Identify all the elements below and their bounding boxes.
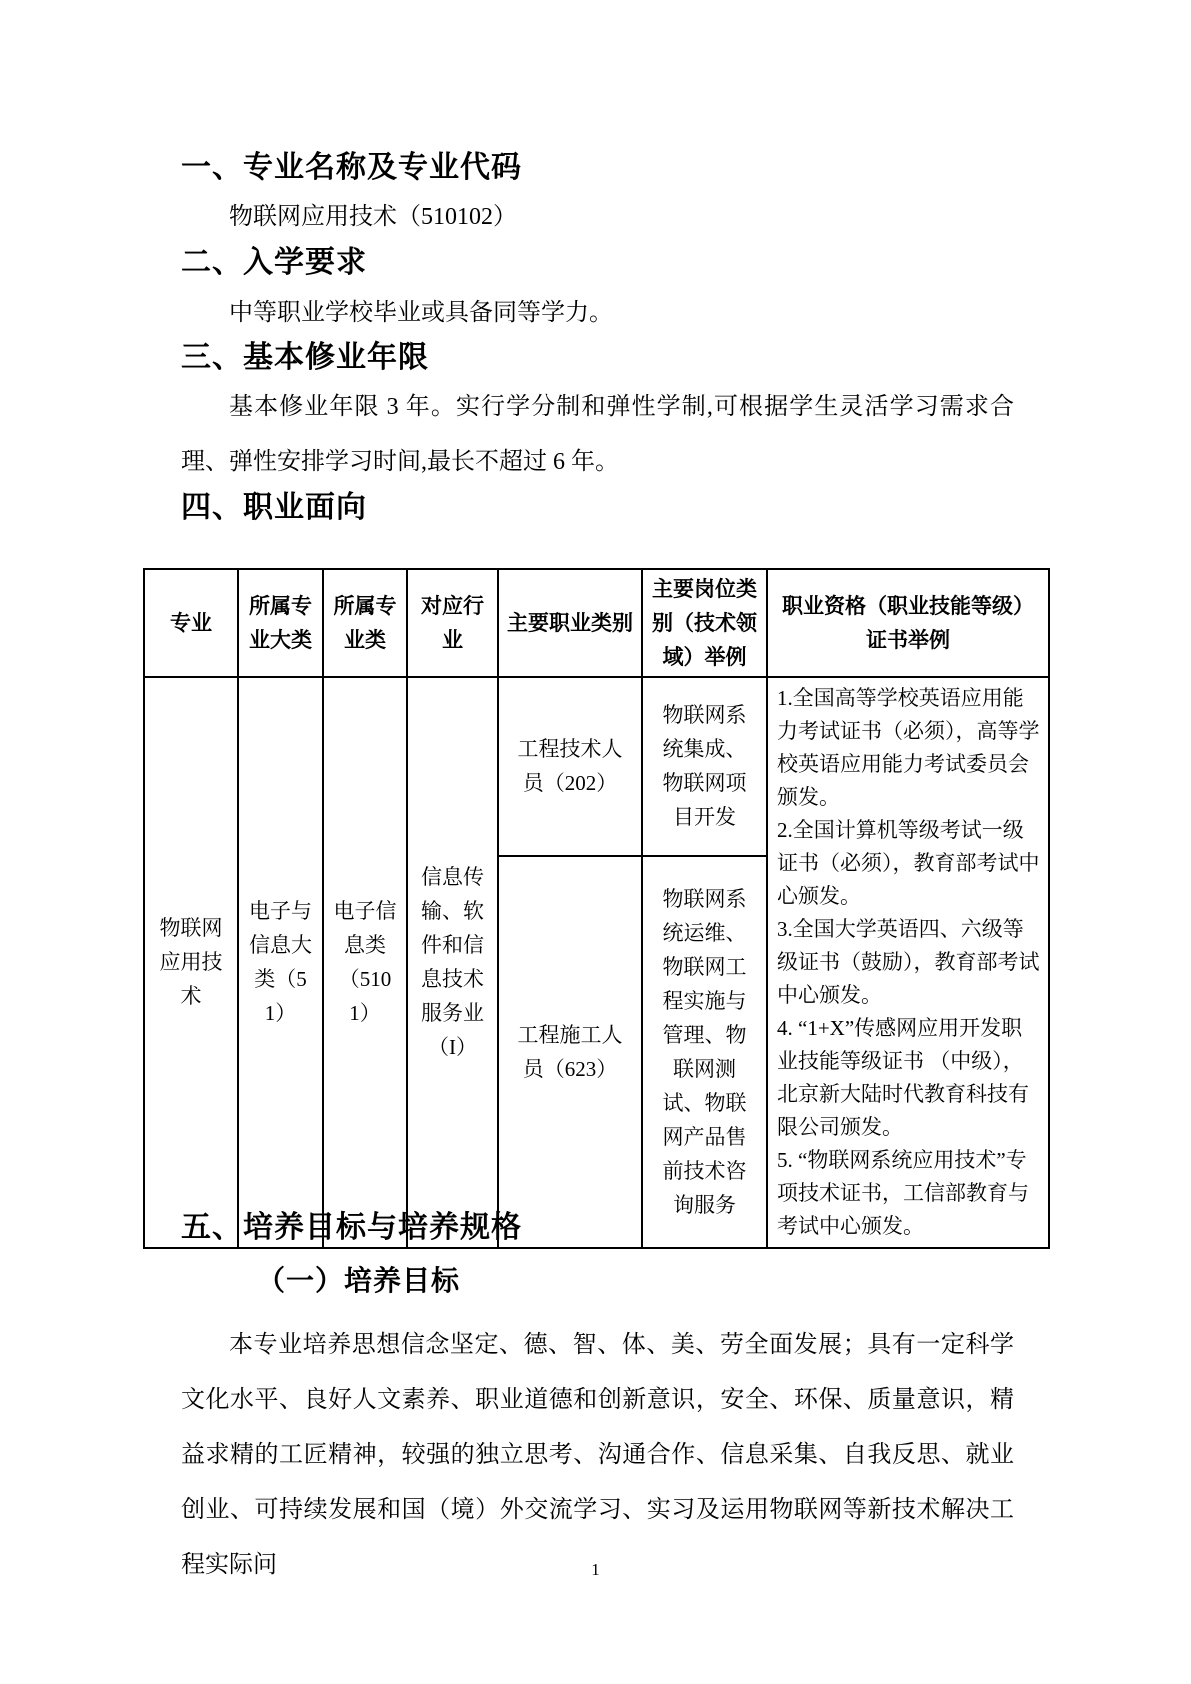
cell-certificates — [767, 677, 1049, 1247]
certificate-item: 4. “1+X”传感网应用开发职业技能等级证书 （中级），北京新大陆时代教育科技有限公司颁发。 — [777, 1015, 1029, 1139]
cell-occupation-1: 工程技术人员（202） — [498, 677, 642, 856]
col-header-major: 专业 — [144, 569, 238, 677]
career-orientation-table — [143, 568, 1050, 1249]
page-number: 1 — [591, 1560, 600, 1579]
certificate-item: 2.全国计算机等级考试一级证书（必须），教育部考试中心颁发。 — [777, 817, 1040, 908]
section1-heading: 一、专业名称及专业代码 — [181, 151, 522, 184]
section3-paragraph: 基本修业年限 3 年。实行学分制和弹性学制,可根据学生灵活学习需求合理、弹性安排学习时间,最长不超过 6 年。 — [181, 394, 1014, 475]
col-header-industry: 对应行业 — [407, 569, 498, 677]
section5-paragraph: 本专业培养思想信念坚定、德、智、体、美、劳全面发展；具有一定科学文化水平、良好人文素养、职业道德和创新意识，安全、环保、质量意识，精益求精的工匠精神，较强的独立思考、沟通合作、信息采集、自我反思、就业创业、可持续发展和国（境）外交流学习、实习及运用物联网等新技术解决工程实际问 — [181, 1332, 1014, 1578]
cell-big-category: 电子与信息大类（51） — [238, 677, 323, 1247]
section3-heading: 三、基本修业年限 — [181, 341, 429, 374]
cell-positions-2: 物联网系统运维、物联网工程实施与管理、物联网测试、物联网产品售前技术咨询服务 — [642, 856, 767, 1248]
section5-subheading: （一）培养目标 — [257, 1265, 461, 1296]
table-header-row — [144, 569, 1049, 677]
section2-body: 中等职业学校毕业或具备同等学力。 — [229, 300, 613, 326]
col-header-category: 所属专业类 — [323, 569, 407, 677]
cell-category: 电子信息类（5101） — [323, 677, 407, 1247]
col-header-positions: 主要岗位类别（技术领域）举例 — [642, 569, 767, 677]
col-header-occupation: 主要职业类别 — [498, 569, 642, 677]
certificate-item: 3.全国大学英语四、六级等级证书（鼓励），教育部考试中心颁发。 — [777, 916, 1040, 1007]
certificate-item: 1.全国高等学校英语应用能力考试证书（必须），高等学校英语应用能力考试委员会颁发。 — [777, 686, 1040, 809]
table-row — [144, 677, 1049, 856]
col-header-big-category: 所属专业大类 — [238, 569, 323, 677]
section1-body: 物联网应用技术（510102） — [229, 204, 517, 230]
section5-heading: 五、培养目标与培养规格 — [181, 1211, 522, 1244]
cell-major: 物联网应用技术 — [144, 677, 238, 1247]
cell-occupation-2: 工程施工人员（623） — [498, 856, 642, 1248]
col-header-certificates: 职业资格（职业技能等级）证书举例 — [767, 569, 1049, 677]
cell-industry: 信息传输、软件和信息技术服务业（I） — [407, 677, 498, 1247]
certificate-item: 5. “物联网系统应用技术”专项技术证书，工信部教育与考试中心颁发。 — [777, 1147, 1029, 1238]
section4-heading: 四、职业面向 — [181, 491, 367, 524]
cell-positions-1: 物联网系统集成、物联网项目开发 — [642, 677, 767, 856]
section2-heading: 二、入学要求 — [181, 246, 367, 279]
